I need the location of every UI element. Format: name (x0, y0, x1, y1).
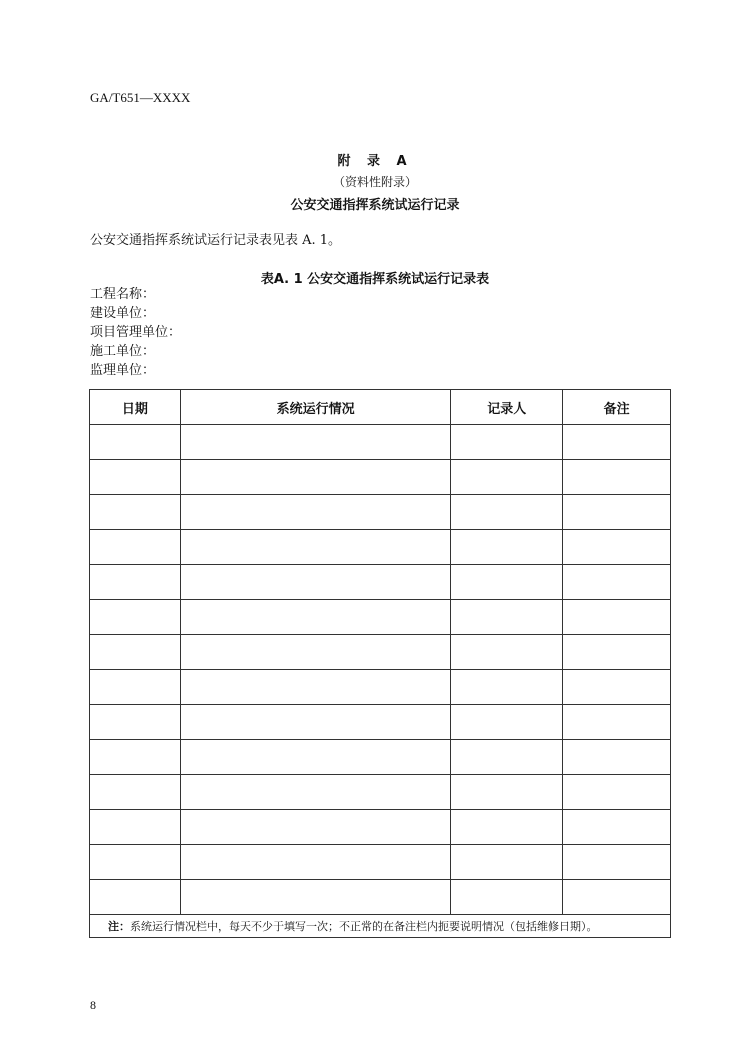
remarks-cell[interactable] (563, 530, 671, 565)
date-cell[interactable] (90, 705, 181, 740)
date-cell[interactable] (90, 670, 181, 705)
date-cell[interactable] (90, 460, 181, 495)
field-project-management-unit: 项目管理单位： (90, 325, 182, 340)
recorder-cell[interactable] (451, 845, 563, 880)
remarks-cell[interactable] (563, 425, 671, 460)
status-cell[interactable] (180, 845, 451, 880)
field-contractor-unit: 施工单位： (90, 344, 156, 359)
remarks-cell[interactable] (563, 740, 671, 775)
date-cell[interactable] (90, 600, 181, 635)
intro-paragraph: 公安交通指挥系统试运行记录表见表 A. 1。 (90, 233, 342, 248)
recorder-cell[interactable] (451, 460, 563, 495)
appendix-title: 附 录 A (337, 154, 413, 169)
recorder-cell[interactable] (451, 705, 563, 740)
status-cell[interactable] (180, 880, 451, 915)
recorder-cell[interactable] (451, 425, 563, 460)
column-header-status: 系统运行情况 (180, 390, 451, 425)
remarks-cell[interactable] (563, 845, 671, 880)
project-fields (90, 285, 181, 380)
table-row (90, 845, 671, 880)
table-row (90, 775, 671, 810)
status-cell[interactable] (180, 775, 451, 810)
table-row (90, 670, 671, 705)
table-row (90, 880, 671, 915)
status-cell[interactable] (180, 460, 451, 495)
date-cell[interactable] (90, 880, 181, 915)
status-cell[interactable] (180, 810, 451, 845)
run-record-table (89, 389, 671, 938)
remarks-cell[interactable] (563, 880, 671, 915)
status-cell[interactable] (180, 670, 451, 705)
date-cell[interactable] (90, 495, 181, 530)
date-cell[interactable] (90, 740, 181, 775)
date-cell[interactable] (90, 635, 181, 670)
table-row (90, 530, 671, 565)
remarks-cell[interactable] (563, 495, 671, 530)
table-note-row (90, 915, 671, 938)
table-row (90, 495, 671, 530)
column-header-remarks: 备注 (563, 390, 671, 425)
column-header-date: 日期 (90, 390, 181, 425)
table-body (90, 425, 671, 915)
date-cell[interactable] (90, 845, 181, 880)
date-cell[interactable] (90, 810, 181, 845)
document-code: GA/T651—XXXX (90, 90, 191, 105)
recorder-cell[interactable] (451, 810, 563, 845)
remarks-cell[interactable] (563, 775, 671, 810)
status-cell[interactable] (180, 635, 451, 670)
field-project-name: 工程名称： (90, 287, 156, 302)
remarks-cell[interactable] (563, 705, 671, 740)
status-cell[interactable] (180, 740, 451, 775)
date-cell[interactable] (90, 530, 181, 565)
recorder-cell[interactable] (451, 775, 563, 810)
recorder-cell[interactable] (451, 740, 563, 775)
column-header-recorder: 记录人 (451, 390, 563, 425)
table-row (90, 600, 671, 635)
recorder-cell[interactable] (451, 670, 563, 705)
recorder-cell[interactable] (451, 495, 563, 530)
remarks-cell[interactable] (563, 670, 671, 705)
remarks-cell[interactable] (563, 810, 671, 845)
field-supervision-unit: 监理单位： (90, 363, 156, 378)
date-cell[interactable] (90, 775, 181, 810)
status-cell[interactable] (180, 705, 451, 740)
table-row (90, 635, 671, 670)
status-cell[interactable] (180, 565, 451, 600)
table-row (90, 425, 671, 460)
recorder-cell[interactable] (451, 530, 563, 565)
page-number: 8 (90, 998, 96, 1012)
table-row (90, 740, 671, 775)
table-caption: 表A. 1 公安交通指挥系统试运行记录表 (260, 272, 490, 287)
appendix-subtitle: （资料性附录） (332, 175, 417, 189)
table-header-row (90, 390, 671, 425)
table-note (90, 915, 671, 938)
remarks-cell[interactable] (563, 460, 671, 495)
table-row (90, 810, 671, 845)
appendix-name: 公安交通指挥系统试运行记录 (290, 198, 460, 213)
field-construction-unit: 建设单位： (90, 306, 156, 321)
status-cell[interactable] (180, 600, 451, 635)
status-cell[interactable] (180, 425, 451, 460)
status-cell[interactable] (180, 530, 451, 565)
date-cell[interactable] (90, 425, 181, 460)
table-row (90, 460, 671, 495)
table-row (90, 565, 671, 600)
note-label: 注： (108, 920, 130, 933)
table-row (90, 705, 671, 740)
recorder-cell[interactable] (451, 880, 563, 915)
recorder-cell[interactable] (451, 565, 563, 600)
remarks-cell[interactable] (563, 565, 671, 600)
remarks-cell[interactable] (563, 600, 671, 635)
note-text: 系统运行情况栏中，每天不少于填写一次；不正常的在备注栏内扼要说明情况（包括维修日期）。 (130, 920, 598, 933)
recorder-cell[interactable] (451, 635, 563, 670)
status-cell[interactable] (180, 495, 451, 530)
date-cell[interactable] (90, 565, 181, 600)
remarks-cell[interactable] (563, 635, 671, 670)
recorder-cell[interactable] (451, 600, 563, 635)
